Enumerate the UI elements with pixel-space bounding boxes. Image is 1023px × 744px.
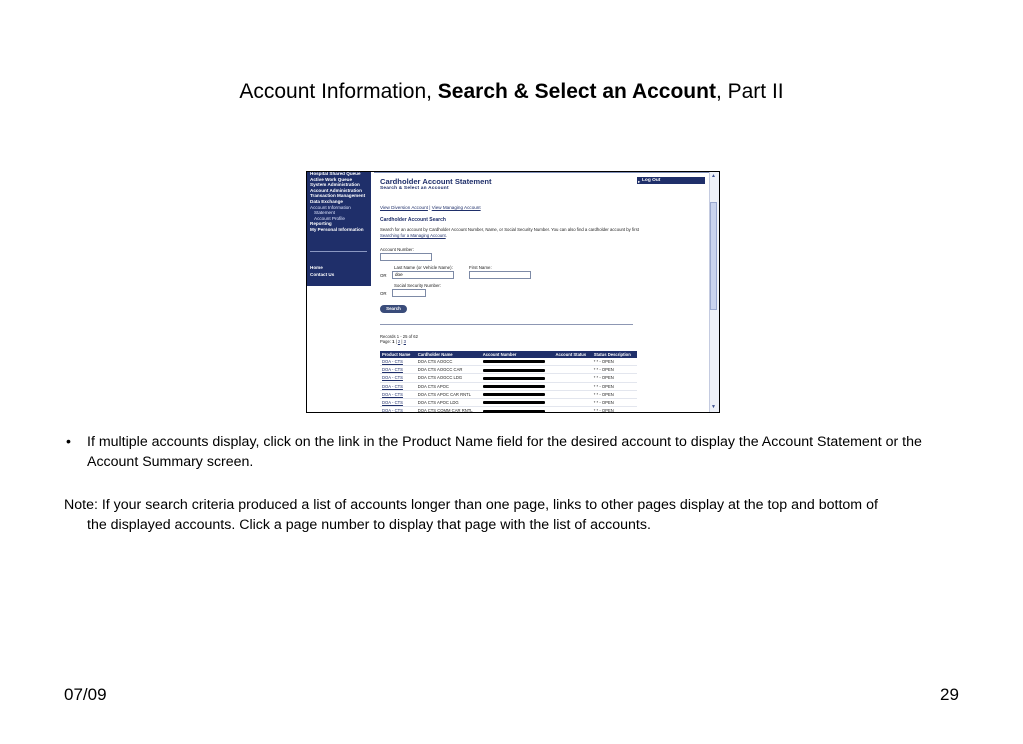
account-links: [380, 205, 481, 210]
footer-date: 07/09: [64, 685, 107, 704]
product-name-link[interactable]: DOA - CTS: [382, 359, 403, 365]
nav-divider: [310, 251, 367, 252]
nav-item[interactable]: Account Profile: [314, 215, 345, 221]
redacted-account-number: [483, 369, 545, 372]
slide-title-bold: Search & Select an Account: [437, 80, 716, 103]
table-row: [380, 358, 637, 366]
note-rest: the displayed accounts. Click a page number to display that page with the list of accounts.: [87, 517, 651, 533]
redacted-account-number: [483, 377, 545, 380]
nav-bottom-area: [307, 286, 371, 412]
nav-bottom-item[interactable]: Contact Us: [310, 272, 335, 277]
account-status-cell: [553, 407, 591, 413]
col-account-status: Account Status: [553, 351, 591, 358]
scrollbar-thumb[interactable]: [710, 202, 717, 310]
note-first-line: Note: If your search criteria produced a list of accounts longer than one page, links to other pages display at the top and bottom of: [64, 497, 878, 513]
table-row: [380, 390, 637, 398]
redacted-account-number: [483, 393, 545, 396]
ssn-input[interactable]: [392, 289, 426, 297]
product-name-link[interactable]: DOA - CTS: [382, 391, 403, 397]
or-label-2: OR: [380, 291, 387, 296]
logout-link[interactable]: Log Out: [642, 178, 661, 183]
col-account-number: Account Number: [481, 351, 554, 358]
status-description-cell: * * - OPEN: [592, 390, 637, 398]
product-name-link[interactable]: DOA - CTS: [382, 367, 403, 373]
col-product-name: Product Name: [380, 351, 416, 358]
status-description-cell: * * - OPEN: [592, 382, 637, 390]
table-header-row: [380, 351, 637, 358]
nav-bottom-item[interactable]: Home: [310, 265, 323, 270]
accounts-table: [380, 351, 637, 413]
product-name-link[interactable]: DOA - CTS: [382, 383, 403, 389]
nav-item[interactable]: Hospital Shared Queue: [310, 171, 361, 176]
status-description-cell: * * - OPEN: [592, 407, 637, 413]
bullet-paragraph: [66, 432, 966, 472]
redacted-account-number: [483, 410, 545, 413]
account-status-cell: [553, 374, 591, 382]
footer-page-number: 29: [940, 685, 959, 704]
nav-item[interactable]: Account Administration: [310, 187, 362, 193]
table-row: [380, 374, 637, 382]
nav-item[interactable]: System Administration: [310, 182, 360, 188]
account-number-cell: [481, 390, 554, 398]
nav-item[interactable]: Statement: [314, 210, 335, 216]
table-row: [380, 407, 637, 413]
product-name-cell: [380, 374, 416, 382]
col-cardholder-name: Cardholder Name: [416, 351, 481, 358]
page-3-link[interactable]: 3: [403, 339, 406, 344]
status-description-cell: * * - OPEN: [592, 374, 637, 382]
cardholder-name-cell: DOA CTS APOC CAR RNTL: [416, 390, 481, 398]
bullet-marker: •: [66, 434, 71, 450]
product-name-cell: [380, 407, 416, 413]
account-number-label: Account Number:: [380, 247, 414, 252]
last-name-label: Last Name (or Vehicle Name):: [394, 265, 453, 270]
page-1-current: 1: [392, 339, 395, 344]
nav-item[interactable]: Transaction Management: [310, 193, 366, 199]
status-description-cell: * * - OPEN: [592, 366, 637, 374]
account-number-cell: [481, 366, 554, 374]
product-name-cell: [380, 398, 416, 406]
cardholder-name-cell: DOA CTS AOGCC: [416, 358, 481, 366]
logout-arrow-icon: ▸: [638, 178, 641, 184]
page-2-link[interactable]: 2: [397, 339, 401, 344]
first-name-input[interactable]: [469, 271, 531, 279]
searching-managing-account-link[interactable]: Searching for a Managing Account: [380, 232, 446, 238]
account-status-cell: [553, 390, 591, 398]
account-status-cell: [553, 398, 591, 406]
left-navigation: [307, 172, 371, 286]
account-status-cell: [553, 382, 591, 390]
product-name-link[interactable]: DOA - CTS: [382, 408, 403, 413]
table-row: [380, 382, 637, 390]
view-managing-account-link[interactable]: View Managing Account: [431, 205, 481, 210]
cardholder-name-cell: DOA CTS APOC: [416, 382, 481, 390]
product-name-cell: [380, 366, 416, 374]
product-name-cell: [380, 358, 416, 366]
cardholder-name-cell: DOA CTS AOGCC LDG: [416, 374, 481, 382]
product-name-cell: [380, 382, 416, 390]
top-rule: [374, 172, 714, 173]
view-diversion-account-link[interactable]: View Diversion Account: [380, 205, 428, 210]
status-description-cell: * * - OPEN: [592, 398, 637, 406]
page-subtitle: Search & Select an Account: [380, 186, 449, 191]
pages-label: Page:: [380, 339, 393, 344]
embedded-screenshot: [306, 171, 720, 413]
nav-item[interactable]: Reporting: [310, 221, 332, 227]
table-row: [380, 366, 637, 374]
account-number-cell: [481, 398, 554, 406]
records-count: Records 1 - 25 of 62: [380, 334, 418, 339]
redacted-account-number: [483, 360, 545, 363]
nav-item[interactable]: Data Exchange: [310, 199, 343, 204]
table-row: [380, 398, 637, 406]
scroll-up-arrow-icon[interactable]: ▲: [711, 173, 716, 179]
product-name-link[interactable]: DOA - CTS: [382, 375, 403, 381]
ssn-label: Social Security Number:: [394, 283, 442, 288]
cardholder-name-cell: DOA CTS AOGCC CAR: [416, 366, 481, 374]
redacted-account-number: [483, 401, 545, 404]
first-name-label: First Name:: [469, 265, 492, 270]
search-description: [380, 227, 640, 238]
cardholder-name-cell: DOA CTS APOC LDG: [416, 398, 481, 406]
page-title: Cardholder Account Statement: [380, 177, 492, 186]
product-name-cell: [380, 390, 416, 398]
account-status-cell: [553, 358, 591, 366]
account-number-cell: [481, 382, 554, 390]
scroll-down-arrow-icon[interactable]: ▼: [711, 404, 716, 410]
section-heading: Cardholder Account Search: [380, 217, 446, 223]
account-number-input[interactable]: [380, 253, 432, 261]
description-text: Search for an account by Cardholder Account Number, Name, or Social Security Number. You can also find a cardholder account by first: [380, 227, 639, 232]
nav-item[interactable]: Active Work Queue: [310, 176, 353, 182]
col-status-description: Status Description: [592, 351, 637, 358]
account-number-cell: [481, 358, 554, 366]
slide-title-suffix: , Part II: [715, 80, 784, 103]
account-status-cell: [553, 366, 591, 374]
account-number-cell: [481, 374, 554, 382]
search-button[interactable]: Search: [380, 305, 407, 313]
cardholder-name-cell: DOA CTS COMM CAR RNTL: [416, 407, 481, 413]
divider: [380, 324, 633, 325]
description-end: .: [445, 232, 447, 238]
product-name-link[interactable]: DOA - CTS: [382, 400, 403, 406]
or-label-1: OR: [380, 273, 387, 278]
bullet-text: If multiple accounts display, click on the link in the Product Name field for the desired account to display the Account Statement or the Account Summary screen.: [87, 434, 922, 470]
nav-item[interactable]: Account Information: [310, 204, 351, 210]
last-name-input[interactable]: doe: [392, 271, 454, 279]
slide-title-prefix: Account Information,: [239, 80, 438, 103]
link-separator: |: [429, 205, 431, 210]
account-number-cell: [481, 407, 554, 413]
page-links: Page: 1 | 2 | 3: [380, 339, 406, 344]
nav-item[interactable]: My Personal Information: [310, 227, 364, 232]
note-paragraph: [64, 495, 964, 535]
slide-title: [0, 80, 1023, 104]
status-description-cell: * * - OPEN: [592, 358, 637, 366]
redacted-account-number: [483, 385, 545, 388]
